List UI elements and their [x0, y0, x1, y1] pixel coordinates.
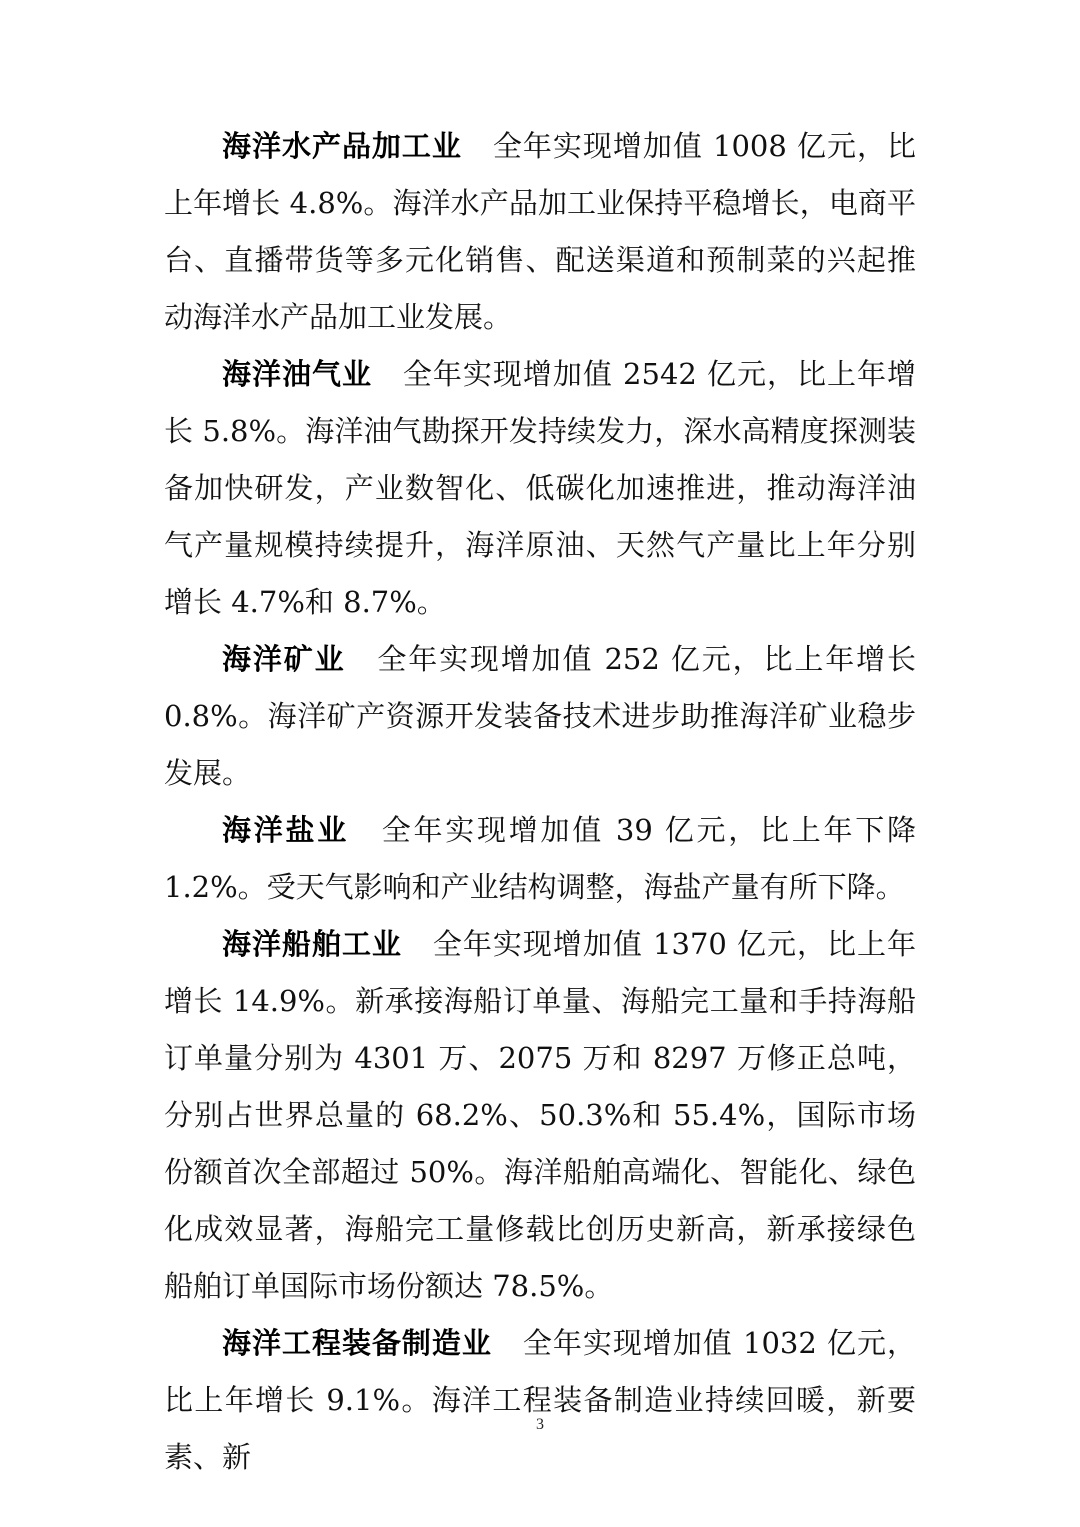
- paragraph-marine-oil-gas: [164, 346, 916, 631]
- paragraph-marine-salt: [164, 802, 916, 916]
- paragraph-heading: 海洋船舶工业: [222, 927, 402, 961]
- paragraph-text: 全年实现增加值 1008 亿元，比上年增长 4.8%。海洋水产品加工业保持平稳增长，电商平台、直播带货等多元化销售、配送渠道和预制菜的兴起推动海洋水产品加工业发展。: [164, 129, 916, 334]
- paragraph-heading: 海洋油气业: [222, 357, 372, 391]
- paragraph-heading: 海洋工程装备制造业: [222, 1326, 492, 1360]
- page-number: 3: [536, 1416, 544, 1433]
- paragraph-heading: 海洋盐业: [222, 813, 349, 847]
- paragraph-text: 全年实现增加值 252 亿元，比上年增长 0.8%。海洋矿产资源开发装备技术进步助推海洋矿业稳步发展。: [164, 642, 916, 790]
- paragraph-text: 全年实现增加值 1370 亿元，比上年增长 14.9%。新承接海船订单量、海船完工量和手持海船订单量分别为 4301 万、2075 万和 8297 万修正总吨，分别占世界总量的 68.2%、50.3%和 55.4%，国际市场份额首次全部超过 50%。海洋船舶高端化、智能化、绿色化成效显著，海船完工量修载比创历史新高，新承接绿色船舶订单国际市场份额达 78.5%。: [164, 927, 916, 1303]
- paragraph-marine-aquatic-processing: [164, 118, 916, 346]
- paragraph-heading: 海洋水产品加工业: [222, 129, 462, 163]
- document-body: [164, 118, 916, 1486]
- paragraph-text: 全年实现增加值 1032 亿元，比上年增长 9.1%。海洋工程装备制造业持续回暖，新要素、新: [164, 1326, 916, 1474]
- paragraph-marine-shipbuilding: [164, 916, 916, 1315]
- paragraph-text: 全年实现增加值 2542 亿元，比上年增长 5.8%。海洋油气勘探开发持续发力，深水高精度探测装备加快研发，产业数智化、低碳化加速推进，推动海洋油气产量规模持续提升，海洋原油、天然气产量比上年分别增长 4.7%和 8.7%。: [164, 357, 916, 619]
- paragraph-text: 全年实现增加值 39 亿元，比上年下降 1.2%。受天气影响和产业结构调整，海盐产量有所下降。: [164, 813, 916, 904]
- paragraph-heading: 海洋矿业: [222, 642, 346, 676]
- paragraph-marine-engineering-equipment: [164, 1315, 916, 1486]
- paragraph-marine-mining: [164, 631, 916, 802]
